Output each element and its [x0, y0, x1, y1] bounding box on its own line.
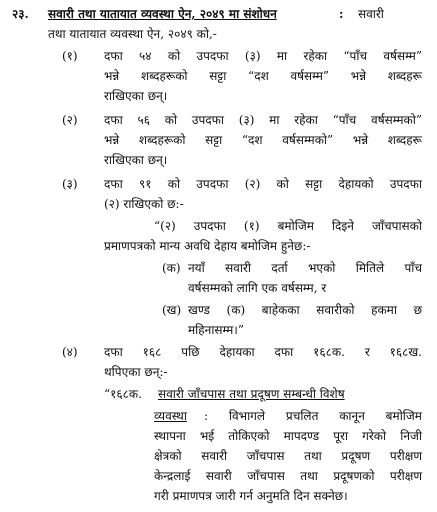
section-heading: सवारी तथा यातायात व्यवस्था ऐन, २०४९ मा संशोधन	[48, 7, 277, 21]
new-section-prefix: “१६८क.	[104, 387, 142, 401]
section-number: २३.	[12, 7, 29, 21]
item-text-line: दफा ५४ को उपदफा (३) मा रहेका “पाँच वर्षसम्म”	[104, 49, 422, 63]
sub-item-label: (क)	[162, 261, 181, 275]
new-section-line: क्षेत्रको सवारी जाँचपास तथा प्रदूषण परीक्षण	[154, 449, 422, 463]
item-text-line: दफा १६८ पछि देहायका दफा १६८क. र १६८ख.	[104, 345, 422, 359]
new-section-line: स्थापना भई तोकिएको मापदण्ड पूरा गरेको निजी	[154, 429, 422, 443]
sub-item-line: खण्ड (क) बाहेकका सवारीको हकमा छ	[188, 303, 422, 317]
item-text-line: (२) राखिएको छ:-	[104, 197, 184, 211]
new-section-title: सवारी जाँचपास तथा प्रदूषण सम्बन्धी विशेष	[158, 387, 345, 401]
item-text-line: दफा ९१ को उपदफा (२) को सट्टा देहायको उपदफा	[104, 177, 422, 191]
sub-item-line: वर्षसम्मको लागि एक वर्षसम्म, र	[188, 281, 327, 295]
item-number: (३)	[62, 177, 78, 191]
new-section-line: केन्द्रलाई सवारी जाँचपास तथा प्रदूषणको परीक्षण	[154, 469, 422, 483]
item-number: (१)	[62, 49, 78, 63]
item-number: (२)	[62, 113, 78, 127]
section-intro-end: सवारी	[358, 7, 384, 21]
sub-item-line: महिनासम्म।”	[188, 323, 244, 337]
item-text-line: दफा ५६ को उपदफा (३) मा रहेका “पाँच वर्षसम्मको”	[104, 113, 422, 127]
sub-item-label: (ख)	[162, 303, 182, 317]
item-text-line: राखिएका छन्।	[104, 89, 168, 103]
sub-item-line: नयाँ सवारी दर्ता भएको मितिले पाँच	[188, 261, 422, 275]
item-text-line: थपिएका छन्:-	[104, 365, 168, 379]
item-number: (४)	[62, 345, 78, 359]
section-intro-line2: तथा यातायात व्यवस्था ऐन, २०४९ को,-	[48, 27, 217, 41]
item-text-line: भन्ने शब्दहरूको सट्टा “दश वर्षसम्मको” भन्ने शब्दहरू	[104, 133, 422, 147]
quote-line: “(२) उपदफा (१) बमोजिम दिइने जाँचपासको	[154, 219, 422, 233]
section-heading-colon: :	[339, 7, 344, 21]
new-section-line: : विभागले प्रचलित कानून बमोजिम	[204, 409, 422, 423]
item-text-line: भन्ने शब्दहरूको सट्टा “दश वर्षसम्म” भन्ने शब्दहरू	[104, 69, 422, 83]
item-text-line: राखिएका छन्।	[104, 153, 168, 167]
new-section-line: गरी प्रमाणपत्र जारी गर्न अनुमति दिन सक्नेछ।	[154, 489, 348, 503]
quote-line: प्रमाणपत्रको मान्य अवधि देहाय बमोजिम हुनेछ:-	[104, 239, 311, 253]
new-section-title: व्यवस्था	[154, 409, 187, 423]
